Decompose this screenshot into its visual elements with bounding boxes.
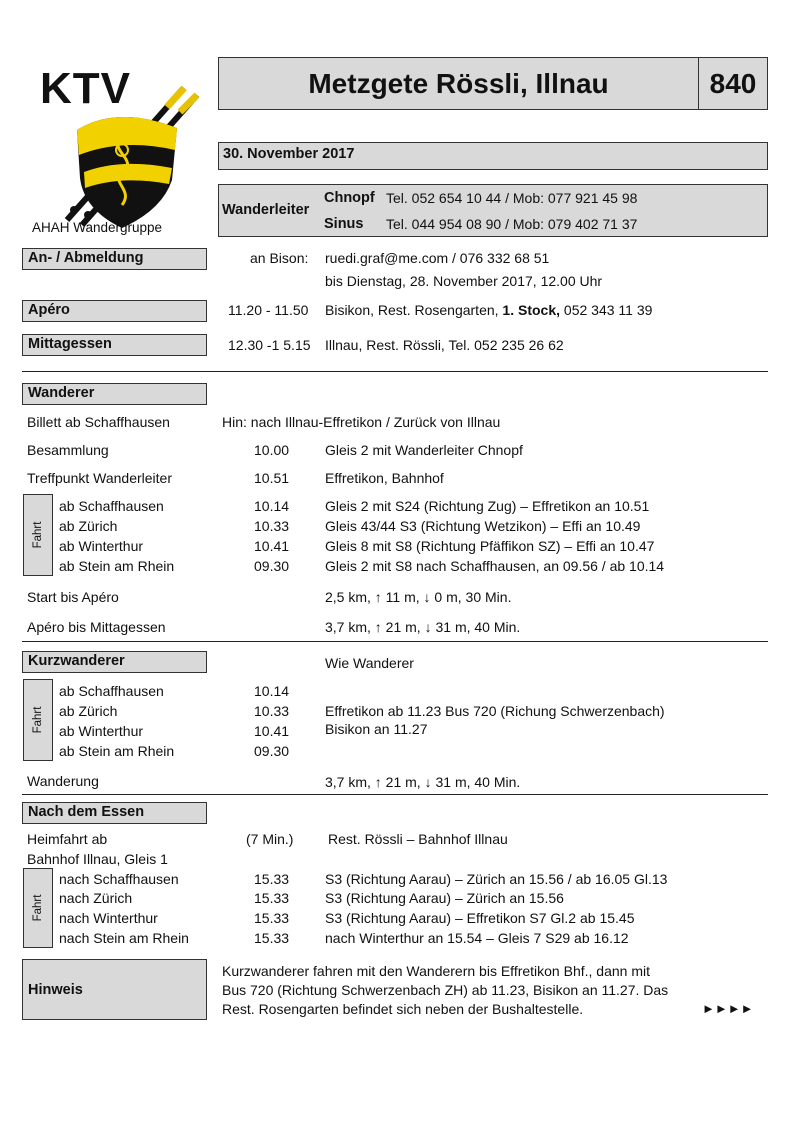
- apero-time: 11.20 - 11.50: [228, 302, 309, 318]
- heim-fahrt-tab-label: Fahrt: [32, 894, 44, 922]
- heim-text-2: S3 (Richtung Aarau) – Zürich an 15.56: [325, 890, 564, 906]
- leader-name-2: Sinus: [324, 216, 364, 232]
- billett-label: Billett ab Schaffhausen: [27, 414, 170, 430]
- kurz-fahrt-tab-label: Fahrt: [32, 706, 44, 734]
- heim-to-4: nach Stein am Rhein: [59, 930, 189, 946]
- apero-text-a: Bisikon, Rest. Rosengarten,: [325, 302, 503, 318]
- heim-time-2: 15.33: [254, 890, 290, 906]
- fahrt-text-3: Gleis 8 mit S8 (Richtung Pfäffikon SZ) – Effi an 10.47: [325, 538, 655, 554]
- leader-contact-1: Tel. 052 654 10 44 / Mob: 077 921 45 98: [386, 190, 638, 206]
- besammlung-label: Besammlung: [27, 442, 109, 458]
- kurz-text-3: Bisikon an 11.27: [325, 721, 428, 737]
- heim-text-3: S3 (Richtung Aarau) – Effretikon S7 Gl.2 ab 15.45: [325, 910, 635, 926]
- fahrt-text-1: Gleis 2 mit S24 (Richtung Zug) – Effretikon an 10.51: [325, 498, 650, 514]
- heim-to-2: nach Zürich: [59, 890, 133, 906]
- kurz-fahrt-tab: [23, 679, 53, 761]
- treffpunkt-text: Effretikon, Bahnhof: [325, 470, 444, 486]
- billett-text: Hin: nach Illnau-Effretikon / Zurück von Illnau: [222, 414, 501, 430]
- tour-number: 840: [709, 68, 757, 99]
- kurzwanderer-note: Wie Wanderer: [325, 655, 414, 671]
- treffpunkt-time: 10.51: [254, 470, 290, 486]
- heimfahrt-text: Rest. Rössli – Bahnhof Illnau: [328, 831, 508, 847]
- hinweis-label: Hinweis: [28, 982, 83, 998]
- mittagessen-location: Illnau, Rest. Rössli, Tel. 052 235 26 62: [325, 337, 564, 353]
- fahrt-from-2: ab Zürich: [59, 518, 118, 534]
- apero-text-b: 052 343 11 39: [560, 302, 653, 318]
- wanderung-label: Wanderung: [27, 773, 99, 789]
- wanderer-label: Wanderer: [22, 383, 207, 405]
- kurz-from-4: ab Stein am Rhein: [59, 743, 175, 759]
- heim-text-1: S3 (Richtung Aarau) – Zürich an 15.56 / ab 16.05 Gl.13: [325, 871, 668, 887]
- fahrt-tab: [23, 494, 53, 576]
- heim-time-3: 15.33: [254, 910, 290, 926]
- kurz-time-1: 10.14: [254, 683, 290, 699]
- kurz-text-2: Effretikon ab 11.23 Bus 720 (Richung Schwerzenbach): [325, 703, 665, 719]
- fahrt-time-4: 09.30: [254, 558, 290, 574]
- heim-to-1: nach Schaffhausen: [59, 871, 179, 887]
- hinweis-line-3: Rest. Rosengarten befindet sich neben der Bushaltestelle.: [222, 1001, 584, 1017]
- mittagessen-label: Mittagessen: [22, 334, 207, 356]
- heimfahrt-label: Heimfahrt ab: [27, 831, 108, 847]
- next-page-arrows-icon: ►►►►: [702, 1001, 754, 1016]
- fahrt-text-4: Gleis 2 mit S8 nach Schaffhausen, an 09.56 / ab 10.14: [325, 558, 665, 574]
- fahrt-time-1: 10.14: [254, 498, 290, 514]
- fahrt-time-3: 10.41: [254, 538, 290, 554]
- fahrt-time-2: 10.33: [254, 518, 290, 534]
- wanderleiter-label: Wanderleiter: [222, 202, 310, 218]
- anmeldung-deadline: bis Dienstag, 28. November 2017, 12.00 Uhr: [325, 273, 603, 289]
- anmeldung-contact: ruedi.graf@me.com / 076 332 68 51: [325, 250, 550, 266]
- heim-time-1: 15.33: [254, 871, 290, 887]
- kurz-from-2: ab Zürich: [59, 703, 118, 719]
- treffpunkt-label: Treffpunkt Wanderleiter: [27, 470, 172, 486]
- heim-fahrt-tab: [23, 868, 53, 948]
- fahrt-from-3: ab Winterthur: [59, 538, 144, 554]
- heim-to-3: nach Winterthur: [59, 910, 158, 926]
- nach-essen-label: Nach dem Essen: [22, 802, 207, 824]
- besammlung-time: 10.00: [254, 442, 290, 458]
- ktv-logo: [22, 60, 212, 240]
- mittagessen-time: 12.30 -1 5.15: [228, 337, 311, 353]
- apero-text-bold: 1. Stock,: [502, 302, 561, 318]
- wanderung-text: 3,7 km, ↑ 21 m, ↓ 31 m, 40 Min.: [325, 774, 521, 790]
- hinweis-line-2: Bus 720 (Richtung Schwerzenbach ZH) ab 11.23, Bisikon an 11.27. Das: [222, 982, 669, 998]
- divider: [22, 794, 768, 795]
- kurz-time-3: 10.41: [254, 723, 290, 739]
- apero-route-label: Apéro bis Mittagessen: [27, 619, 166, 635]
- kurz-time-4: 09.30: [254, 743, 290, 759]
- bahnhof-text: Bahnhof Illnau, Gleis 1: [27, 851, 168, 867]
- heim-time-4: 15.33: [254, 930, 290, 946]
- divider: [22, 641, 768, 642]
- kurzwanderer-label: Kurzwanderer: [22, 651, 207, 673]
- divider: [22, 371, 768, 372]
- apero-route-text: 3,7 km, ↑ 21 m, ↓ 31 m, 40 Min.: [325, 619, 521, 635]
- start-label: Start bis Apéro: [27, 589, 119, 605]
- page-title: Metzgete Rössli, Illnau: [308, 68, 609, 99]
- kurz-from-3: ab Winterthur: [59, 723, 144, 739]
- fahrt-from-1: ab Schaffhausen: [59, 498, 164, 514]
- logo-subtitle: AHAH Wandergruppe: [32, 220, 163, 235]
- fahrt-from-4: ab Stein am Rhein: [59, 558, 175, 574]
- fahrt-tab-label: Fahrt: [32, 521, 44, 549]
- fahrt-text-2: Gleis 43/44 S3 (Richtung Wetzikon) – Effi an 10.49: [325, 518, 641, 534]
- leader-name-1: Chnopf: [324, 190, 375, 206]
- anmeldung-label: An- / Abmeldung: [22, 248, 207, 270]
- start-text: 2,5 km, ↑ 11 m, ↓ 0 m, 30 Min.: [325, 589, 512, 605]
- besammlung-text: Gleis 2 mit Wanderleiter Chnopf: [325, 442, 523, 458]
- hinweis-line-1: Kurzwanderer fahren mit den Wanderern bis Effretikon Bhf., dann mit: [222, 963, 650, 979]
- heimfahrt-time: (7 Min.): [246, 831, 294, 847]
- anmeldung-prefix: an Bison:: [250, 250, 309, 266]
- apero-label: Apéro: [22, 300, 207, 322]
- logo-text: KTV: [40, 64, 131, 113]
- kurz-time-2: 10.33: [254, 703, 290, 719]
- leader-contact-2: Tel. 044 954 08 90 / Mob: 079 402 71 37: [386, 216, 638, 232]
- kurz-from-1: ab Schaffhausen: [59, 683, 164, 699]
- heim-text-4: nach Winterthur an 15.54 – Gleis 7 S29 ab 16.12: [325, 930, 629, 946]
- apero-location: [325, 302, 652, 318]
- tour-date: 30. November 2017: [223, 146, 355, 162]
- logo-emblem-icon: [22, 60, 212, 230]
